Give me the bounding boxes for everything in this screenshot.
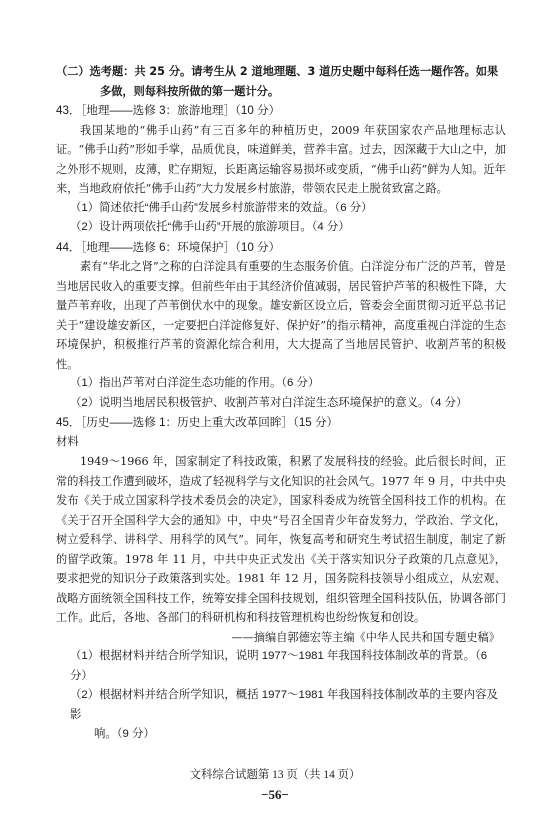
question-43-sub1: （1）简述依托“佛手山药”发展乡村旅游带来的效益。（6 分） xyxy=(70,201,373,214)
question-44-title: 44．［地理——选修 6：环境保护］（10 分） xyxy=(56,240,281,254)
question-45-title: 45．［历史——选修 1：历史上重大改革回眸］（15 分） xyxy=(56,416,339,429)
section-heading-line1: （二）选考题：共 25 分。请考生从 2 道地理题、3 道历史题中每科任选一题作答。如果 xyxy=(56,65,499,78)
material-label: 材料 xyxy=(56,435,79,448)
question-43-title: 43．［地理——选修 3：旅游地理］（10 分） xyxy=(56,104,281,117)
question-45-sub2-line1: （2）根据材料并结合所学知识，概括 1977～1981 年我国科技体制改革的主要内容及影 xyxy=(70,689,498,721)
material-source: ——摘编自郭德宏等主编《中华人民共和国专题史稿》 xyxy=(231,630,500,644)
footer-page-number: −56− xyxy=(261,787,289,802)
question-44 xyxy=(56,238,506,414)
question-44-sub2: （2）说明当地居民积极管护、收割芦苇对白洋淀生态环境保护的意义。（4 分） xyxy=(70,396,468,409)
question-44-sub1: （1）指出芦苇对白洋淀生态功能的作用。（6 分） xyxy=(70,377,320,389)
question-45-sub1: （1）根据材料并结合所学知识，说明 1977～1981 年我国科技体制改革的背景。（6 分） xyxy=(70,650,488,682)
question-43-paragraph: 我国某地的“佛手山药”有三百多年的种植历史，2009 年获国家农产品地理标志认证。“佛手山药”形如手掌，品质优良，味道鲜美，营养丰富。过去，因深藏于大山之中，加之外形不规则，皮薄，贮存期短，长距离运输容易损坏或变质，“佛手山药”鲜为人知。近年来，当地政府依托“佛手山药”大力发展乡村旅游，带领农民走上脱贫致富之路。 xyxy=(56,123,506,195)
footer-page-info: 文科综合试题第 13 页（共 14 页） xyxy=(189,769,361,781)
question-45-sub2 xyxy=(56,686,506,745)
question-43 xyxy=(56,101,506,238)
question-44-paragraph: 素有“华北之肾”之称的白洋淀具有重要的生态服务价值。白洋淀分布广泛的芦苇，曾是当地居民收入的重要支撑。但前些年由于其经济价值减弱，居民管护芦苇的积极性下降，大量芦苇弃收，出现了芦苇倒伏水中的现象。雄安新区设立后，管委会全面贯彻习近平总书记关于“建设雄安新区，一定要把白洋淀修复好、保护好”的指示精神，高度重视白洋淀的生态环境保护，积极推行芦苇的资源化综合利用，大大提高了当地居民管护、收割芦苇的积极性。 xyxy=(56,260,506,371)
section-heading-line2: 多做，则每科按所做的第一题计分。 xyxy=(100,84,280,98)
question-43-sub2: （2）设计两项依托“佛手山药”开展的旅游项目。（4 分） xyxy=(70,221,350,233)
question-45-sub2-line2: 响。（9 分） xyxy=(94,728,155,740)
question-45-paragraph: 1949～1966 年，国家制定了科技政策，积累了发展科技的经验。此后很长时间，正常的科技工作遭到破坏，造成了轻视科学与文化知识的社会风气。1977 年 9 月，中共中央发布《关于成立国家科学技术委员会的决定》，国家科委成为统管全国科技工作的机构。在《关于召开全国科学大会的通知》中，中央“号召全国青少年奋发努力，学政治、学文化，树立爱科学、讲科学、用科学的风气”。同年，恢复高考和研究生考试招生制度，制定了新的留学政策。1978 年 11 月，中共中央正式发出《关于落实知识分子政策的几点意见》，要求把党的知识分子政策落到实处。1981 年 12 月，国务院科技领导小组成立，从宏观、战略方面统领全国科技工作，统筹安排全国科技规划，组织管理全国科技队伍，协调各部门工作。此后，各地、各部门的科研机构和科技管理机构也纷纷恢复和创设。 xyxy=(56,455,506,624)
section-heading xyxy=(56,62,506,101)
question-45 xyxy=(56,413,506,745)
